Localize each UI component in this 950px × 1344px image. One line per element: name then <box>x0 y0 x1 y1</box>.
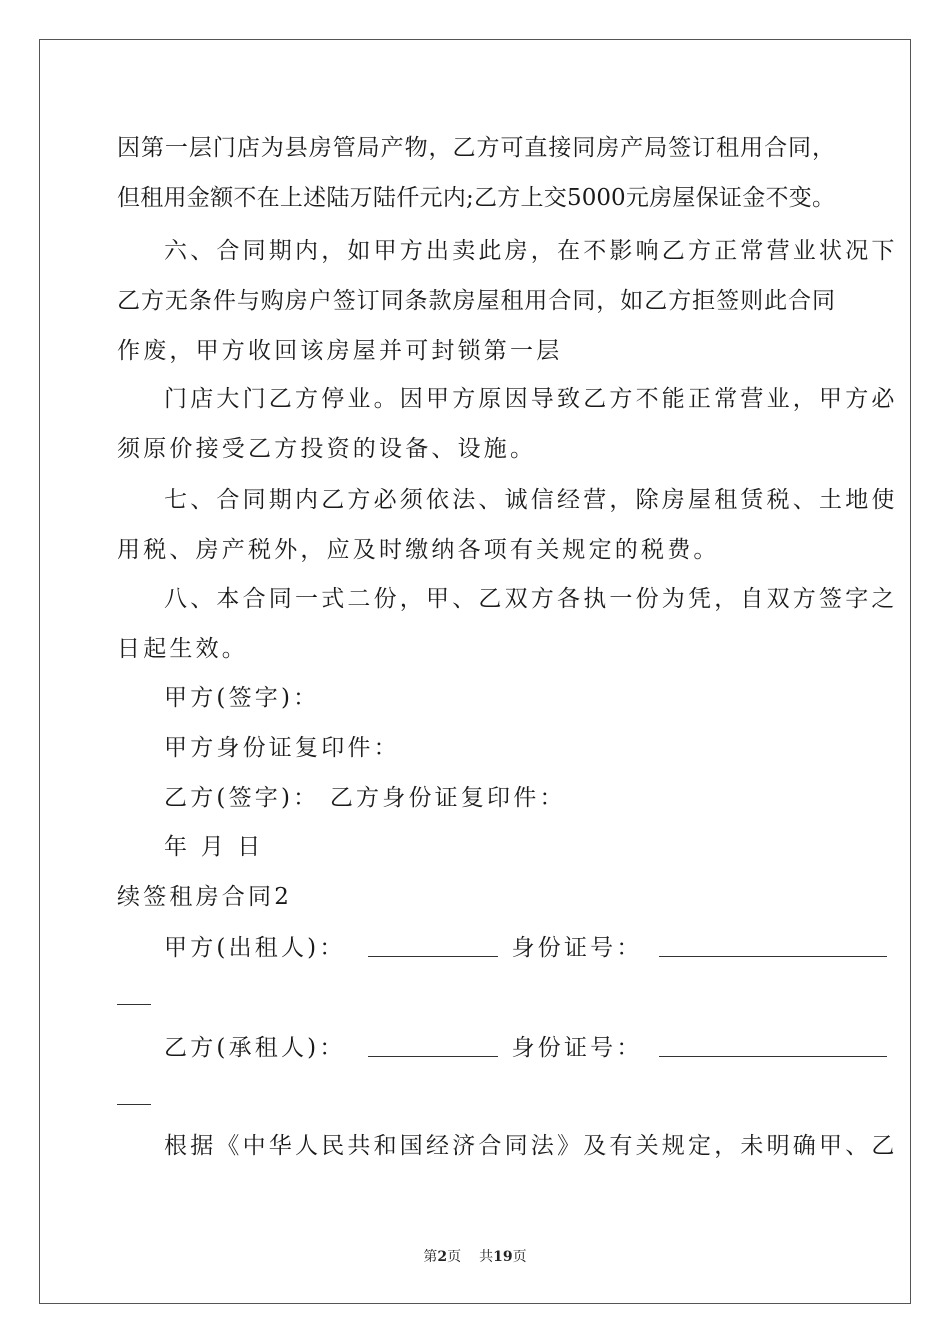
footer-page-prefix: 第 <box>423 1249 438 1265</box>
text-line: 门店大门乙方停业。因甲方原因导致乙方不能正常营业，甲方必 <box>164 386 898 412</box>
footer-total-pages: 19 <box>493 1249 513 1265</box>
party-a-row <box>164 932 887 963</box>
party-b-label: 乙方(承租人)： <box>164 1035 346 1061</box>
text-line: 八、本合同一式二份，甲、乙双方各执一份为凭，自双方签字之 <box>164 586 898 612</box>
footer-page-number: 2 <box>437 1249 448 1265</box>
footer-page-suffix: 页 <box>447 1249 462 1265</box>
id-copy-party-a: 甲方身份证复印件： <box>164 735 400 761</box>
party-b-id-blank[interactable] <box>659 1034 887 1057</box>
page-footer <box>0 1248 950 1266</box>
party-a-id-blank[interactable] <box>659 934 887 957</box>
party-b-name-blank[interactable] <box>368 1034 498 1057</box>
text-line: 用税、房产税外，应及时缴纳各项有关规定的税费。 <box>117 537 720 563</box>
signature-party-b: 乙方(签字)： 乙方身份证复印件： <box>164 785 566 811</box>
text-line: 六、合同期内，如甲方出卖此房，在不影响乙方正常营业状况下 <box>164 238 898 264</box>
text-line: 须原价接受乙方投资的设备、设施。 <box>117 436 537 462</box>
text-line: 但租用金额不在上述陆万陆仟元内;乙方上交5000元房屋保证金不变。 <box>117 185 835 211</box>
text-line: 日起生效。 <box>117 636 248 662</box>
text-line: 因第一层门店为县房管局产物，乙方可直接同房产局签订租用合同， <box>117 135 835 161</box>
signature-party-a: 甲方(签字)： <box>164 685 320 711</box>
date-line: 年 月 日 <box>164 834 264 860</box>
footer-total-prefix: 共 <box>479 1249 494 1265</box>
text-line: 乙方无条件与购房户签订同条款房屋租用合同，如乙方拒签则此合同 <box>117 288 835 314</box>
party-b-row <box>164 1032 887 1063</box>
party-b-id-blank-continued[interactable] <box>117 1104 151 1105</box>
party-b-id-label: 身份证号： <box>511 1035 643 1061</box>
party-a-id-label: 身份证号： <box>511 935 643 961</box>
text-line: 作废，甲方收回该房屋并可封锁第一层 <box>117 338 563 364</box>
page-frame <box>39 39 911 1304</box>
party-a-label: 甲方(出租人)： <box>164 935 346 961</box>
text-line: 根据《中华人民共和国经济合同法》及有关规定，未明确甲、乙 <box>164 1133 898 1159</box>
text-line: 七、合同期内乙方必须依法、诚信经营，除房屋租赁税、土地使 <box>164 487 898 513</box>
footer-total-suffix: 页 <box>512 1249 527 1265</box>
party-a-name-blank[interactable] <box>368 934 498 957</box>
section-title: 续签租房合同2 <box>117 884 293 910</box>
party-a-id-blank-continued[interactable] <box>117 1004 151 1005</box>
